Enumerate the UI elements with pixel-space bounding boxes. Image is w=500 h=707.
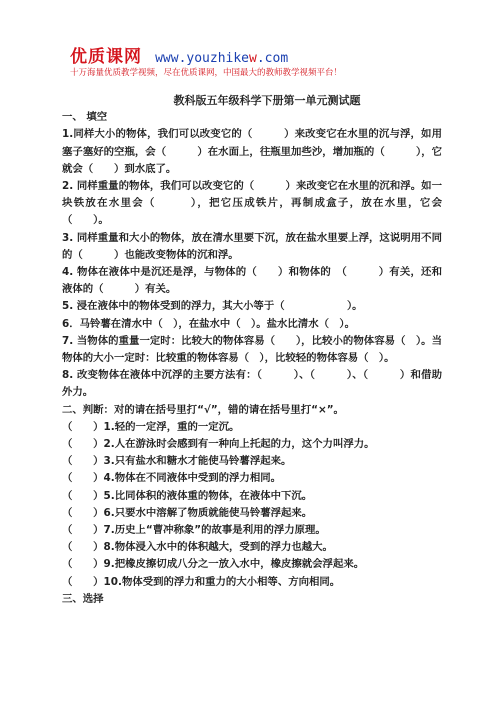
site-logo[interactable]: 优质课网 — [70, 47, 142, 67]
judge-item: （ ）7.历史上“曹冲称象”的故事是利用的浮力原理。 — [62, 524, 326, 537]
url-prefix: www.youzhike — [155, 51, 250, 66]
judge-item: （ ）2.人在游泳时会感到有一种向上托起的力，这个力叫浮力。 — [62, 438, 375, 451]
judge-item: （ ）6.只要水中溶解了物质就能使马铃薯浮起来。 — [62, 506, 313, 519]
question-6: 6．马铃薯在清水中（ ），在盐水中（ ）。盐水比清水（ ）。 — [62, 317, 355, 330]
judge-item: （ ）9.把橡皮擦切成八分之一放入水中，橡皮擦就会浮起来。 — [62, 558, 365, 571]
question-8: 8. 改变物体在液体中沉浮的主要方法有：（ ）、（ ）、（ ）和借助外力。 — [62, 369, 442, 399]
site-slogan: 十万海量优质教学视频，尽在优质课网，中国最大的教师教学视频平台！ — [70, 68, 343, 78]
question-3: 3. 同样重量和大小的物体，放在清水里要下沉，放在盐水里要上浮，这说明用不同的（ ）也能改变物体的沉和浮。 — [62, 231, 442, 261]
document-body — [62, 92, 442, 608]
section-fill-in: 一、 填空 — [62, 111, 108, 124]
question-1: 1.同样大小的物体，我们可以改变它的（ ）来改变它在水里的沉与浮，如用塞子塞好的空瓶，会（ ）在水面上，往瓶里加些沙，增加瓶的（ ），它就会（ ）到水底了。 — [62, 128, 442, 175]
judge-item: （ ）3.只有盐水和糖水才能使马铃薯浮起来。 — [62, 455, 292, 468]
judge-item: （ ）5.比同体积的液体重的物体，在液体中下沉。 — [62, 489, 313, 502]
url-suffix: .com — [256, 51, 289, 66]
judge-item: （ ）8.物体浸入水中的体积越大，受到的浮力也越大。 — [62, 541, 333, 554]
url-highlight: w — [249, 51, 257, 66]
section-judge: 二、判断：对的请在括号里打“√”，错的请在括号里打“×”。 — [62, 403, 344, 416]
section-choice: 三、选择 — [62, 592, 104, 605]
site-url[interactable] — [155, 51, 288, 66]
logo-row — [70, 42, 288, 67]
question-5: 5. 浸在液体中的物体受到的浮力，其大小等于（ ）。 — [62, 300, 363, 313]
judge-item: （ ）4.物体在不同液体中受到的浮力相同。 — [62, 472, 281, 485]
question-7: 7. 当物体的重量一定时：比较大的物体容易（ ），比较小的物体容易（ ）。当物体的大小一定时：比较重的物体容易（ ），比较轻的物体容易（ ）。 — [62, 334, 442, 365]
question-2: 2. 同样重量的物体，我们可以改变它的（ ）来改变它在水里的沉和浮。如一块铁放在水里会（ ），把它压成铁片，再制成盒子，放在水里，它会（ ）。 — [62, 180, 442, 227]
judge-item: （ ）1.轻的一定浮，重的一定沉。 — [62, 420, 240, 433]
document-title: 教科版五年级科学下册第一单元测试题 — [173, 94, 361, 107]
question-4: 4. 物体在液体中是沉还是浮，与物体的（ ）和物体的 （ ）有关，还和液体的（ ）有关。 — [62, 266, 442, 296]
judge-item: （ ）10.物体受到的浮力和重力的大小相等、方向相同。 — [62, 575, 341, 588]
site-header — [0, 0, 500, 80]
